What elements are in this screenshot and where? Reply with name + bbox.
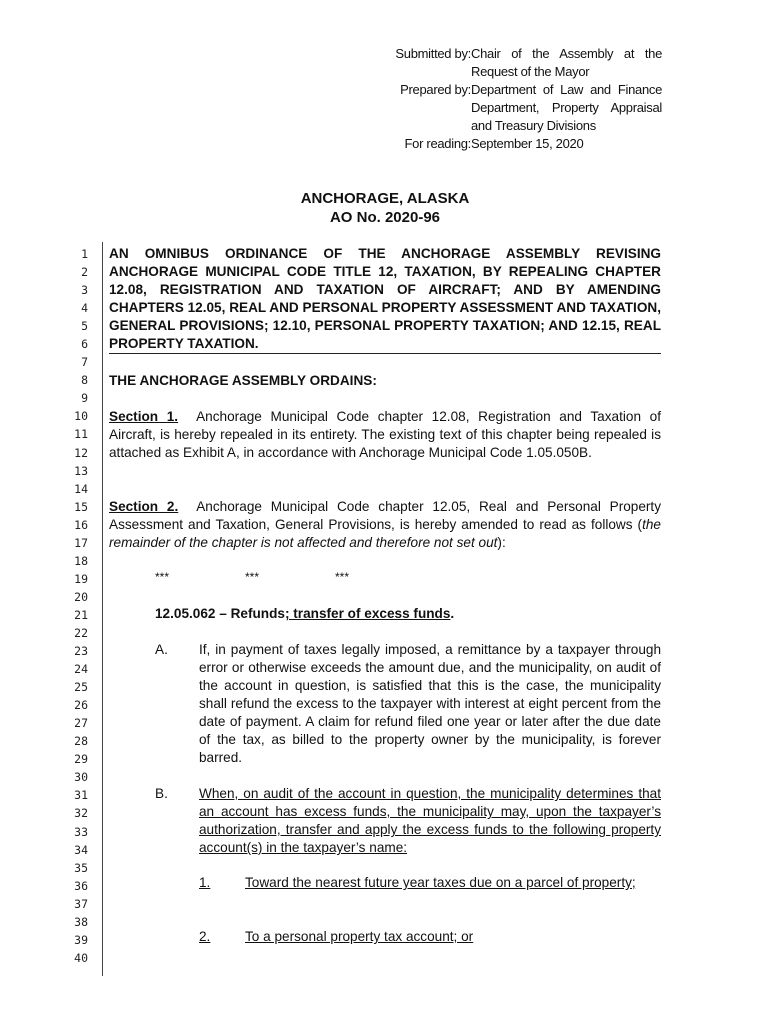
line-number: 5	[81, 319, 88, 334]
subsection-b-letter: B.	[155, 786, 168, 801]
item-2-text: To a personal property tax account; or	[245, 929, 474, 944]
section-2-label: Section 2.	[109, 499, 179, 514]
ordinance-title: AN OMNIBUS ORDINANCE OF THE ANCHORAGE ASSEMBLY REVISING ANCHORAGE MUNICIPAL CODE TITLE 12, TAXATION, BY REPEALING CHAPTER 12.08, REGISTRATION AND TAXATION OF AIRCRAFT; AND BY AMENDING CHAPTERS 12.05, REAL AND PERSONAL PROPERTY ASSESSMENT AND TAXATION, GENERAL PROVISIONS; 12.10, PERSONAL PROPERTY TAXATION; AND 12.15, REAL PROPERTY TAXATION.	[109, 245, 661, 354]
ordains-statement: THE ANCHORAGE ASSEMBLY ORDAINS:	[109, 373, 377, 388]
prepared-by-label: Prepared by:	[400, 82, 471, 97]
item-1-text: Toward the nearest future year taxes due on a parcel of property;	[245, 875, 636, 890]
line-number: 15	[74, 499, 88, 514]
section-1-text: Anchorage Municipal Code chapter 12.08, Registration and Taxation of Aircraft, is hereby repealed in its entirety. The existing text of this chapter being repealed is attached as Exhibit A, in accordance with Anchorage Municipal Code 1.05.050B.	[109, 409, 661, 461]
item-1-number: 1.	[199, 875, 211, 890]
line-number: 38	[74, 914, 88, 929]
line-number: 13	[74, 463, 88, 478]
section-2	[109, 498, 661, 552]
line-number: 20	[74, 589, 88, 604]
line-numbers	[68, 245, 88, 967]
section-1	[109, 408, 661, 462]
line-number: 28	[74, 734, 88, 749]
subsection-a-text: If, in payment of taxes legally imposed, a remittance by a taxpayer through error or otherwise exceeds the amount due, and the municipality, on audit of the account in question, is satisfied that this is the case, the municipality shall refund the excess to the taxpayer with interest at eight percent from the date of payment. A claim for refund filed one year or later after the due date of the tax, as billed to the property owner by the municipality, is forever barred.	[199, 642, 661, 766]
line-number: 8	[81, 373, 88, 388]
line-number: 32	[74, 806, 88, 821]
ordinance-number: AO No. 2020-96	[329, 209, 441, 226]
margin-rule	[102, 242, 103, 976]
submitted-by-label: Submitted by:	[395, 46, 471, 61]
line-number: 27	[74, 716, 88, 731]
section-2-end: ):	[497, 535, 506, 551]
for-reading-row	[374, 135, 664, 153]
code-section-heading-end: .	[450, 606, 455, 621]
line-number: 16	[74, 517, 88, 532]
submission-header	[374, 45, 664, 153]
line-number: 4	[81, 301, 88, 316]
subsection-b-text: When, on audit of the account in question, the municipality determines that an account has excess funds, the municipality may, upon the taxpayer’s authorization, transfer and apply the excess funds to the following property account(s) in the taxpayer’s name:	[199, 786, 661, 856]
line-number: 18	[74, 553, 88, 568]
line-number: 29	[74, 752, 88, 767]
line-number: 30	[74, 770, 88, 785]
line-number: 37	[74, 896, 88, 911]
line-number: 17	[74, 535, 88, 550]
line-number: 7	[81, 355, 88, 370]
line-number: 34	[74, 842, 88, 857]
code-section-heading-added: ; transfer of excess funds	[284, 606, 451, 621]
prepared-by-value: Department of Law and Finance Department, Property Appraisal and Treasury Divisions	[471, 82, 662, 133]
line-number: 9	[81, 391, 88, 406]
submitted-by-row	[374, 45, 664, 81]
line-number: 39	[74, 932, 88, 947]
code-section-heading-text: 12.05.062 – Refunds	[155, 606, 285, 621]
subsection-a-letter: A.	[155, 642, 168, 657]
line-number: 19	[74, 571, 88, 586]
line-number: 6	[81, 337, 88, 352]
section-2-italic: the remainder of the chapter is not affected and therefore not set out	[109, 517, 661, 551]
city-heading: ANCHORAGE, ALASKA	[300, 190, 470, 207]
line-number: 25	[74, 680, 88, 695]
line-number: 2	[81, 265, 88, 280]
line-number: 10	[74, 409, 88, 424]
line-number: 22	[74, 625, 88, 640]
item-2-number: 2.	[199, 929, 211, 944]
line-number: 40	[74, 950, 88, 965]
line-number: 35	[74, 860, 88, 875]
line-number: 1	[81, 247, 88, 261]
line-number: 12	[74, 445, 88, 460]
section-2-text: Anchorage Municipal Code chapter 12.05, Real and Personal Property Assessment and Taxation, General Provisions, is hereby amended to read as follows (	[109, 499, 662, 533]
submitted-by-value: Chair of the Assembly at the Request of the Mayor	[471, 46, 662, 79]
omission-mark: ***	[155, 570, 170, 584]
line-number: 36	[74, 878, 88, 893]
line-number: 31	[74, 788, 88, 803]
prepared-by-row	[374, 81, 664, 135]
line-number: 3	[81, 283, 88, 298]
omission-mark: ***	[245, 570, 260, 584]
line-number: 23	[74, 644, 88, 659]
line-number: 33	[74, 824, 88, 839]
code-section-heading	[155, 605, 454, 623]
line-number: 11	[74, 427, 88, 442]
for-reading-label: For reading:	[404, 136, 471, 151]
line-number: 24	[74, 662, 88, 677]
for-reading-value: September 15, 2020	[471, 136, 584, 151]
line-number: 14	[74, 481, 88, 496]
omission-mark: ***	[335, 570, 350, 584]
section-1-label: Section 1.	[109, 409, 179, 424]
line-number: 26	[74, 698, 88, 713]
line-number: 21	[74, 607, 88, 622]
